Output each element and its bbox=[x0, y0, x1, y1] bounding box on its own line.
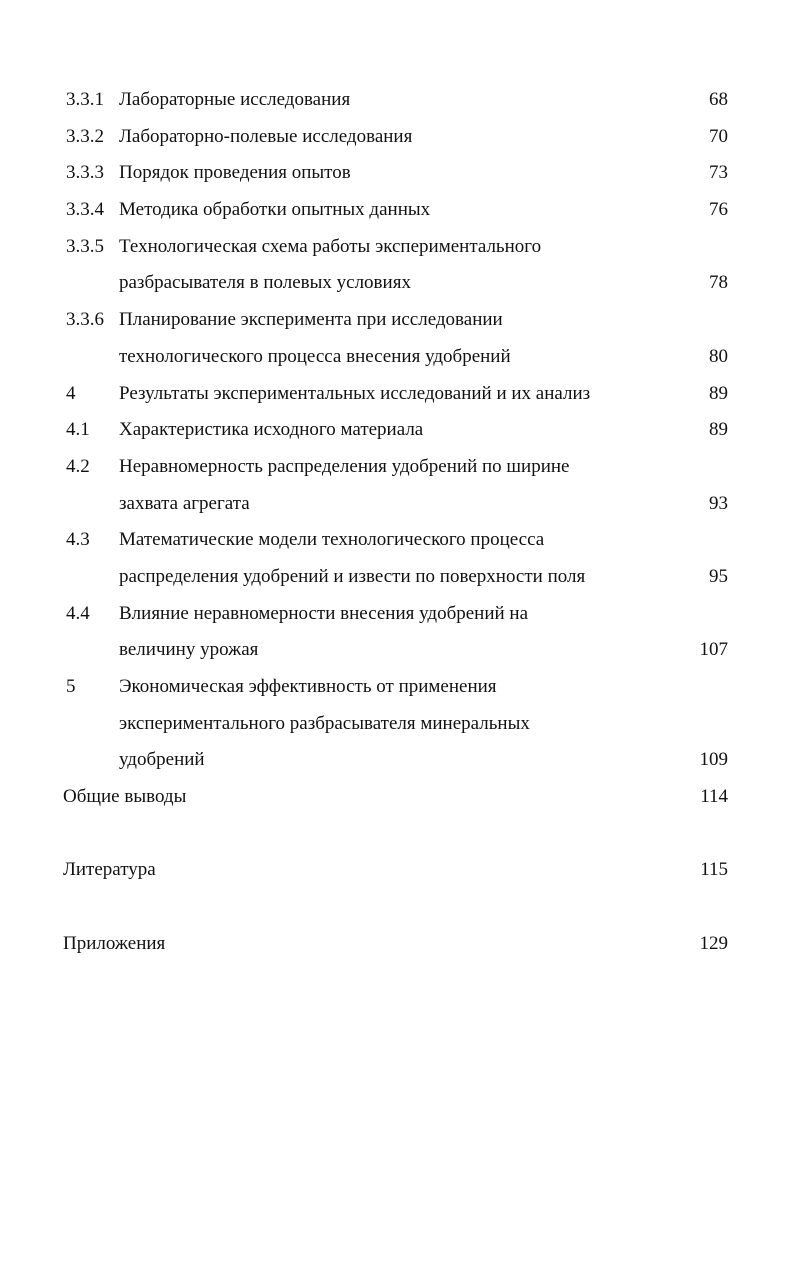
toc-entry-4-2-continuation bbox=[0, 490, 794, 527]
toc-entry-title: Технологическая схема работы экспериментального bbox=[119, 235, 542, 257]
toc-entry-number: 4.1 bbox=[66, 419, 90, 441]
toc-entry-page: 115 bbox=[700, 859, 728, 881]
toc-entry-5-continuation-2 bbox=[0, 746, 794, 783]
toc-entry-title-continuation: разбрасывателя в полевых условиях bbox=[119, 272, 411, 294]
toc-entry-title: Неравномерность распределения удобрений по ширине bbox=[119, 455, 570, 477]
toc-entry-title-continuation: удобрений bbox=[119, 749, 205, 771]
toc-entry-title: Экономическая эффективность от применения bbox=[119, 676, 497, 697]
toc-entry-title: Методика обработки опытных данных bbox=[119, 199, 431, 221]
spacer bbox=[0, 820, 794, 857]
toc-entry-3-3-2 bbox=[0, 123, 794, 160]
toc-entry-page: 78 bbox=[709, 272, 728, 294]
toc-entry-4-4-continuation bbox=[0, 636, 794, 673]
toc-entry-4 bbox=[0, 380, 794, 417]
toc-entry-appendices bbox=[0, 930, 794, 967]
toc-entry-title: Влияние неравномерности внесения удобрений на bbox=[119, 602, 529, 624]
toc-entry-title: Порядок проведения опытов bbox=[119, 162, 351, 184]
toc-entry-3-3-4 bbox=[0, 196, 794, 233]
toc-entry-page: 95 bbox=[709, 565, 728, 587]
toc-entry-page: 114 bbox=[700, 786, 728, 808]
toc-entry-page: 68 bbox=[709, 89, 728, 110]
toc-entry-title: Литература bbox=[63, 859, 156, 881]
toc-entry-number: 4.4 bbox=[66, 602, 90, 624]
toc-entry-3-3-6-continuation bbox=[0, 343, 794, 380]
toc-entry-3-3-1 bbox=[0, 86, 794, 123]
toc-entry-title-continuation: величину урожая bbox=[119, 639, 259, 661]
toc-entry-title: Лабораторные исследования bbox=[119, 89, 351, 110]
toc-entry-page: 107 bbox=[699, 639, 728, 661]
toc-entry-3-3-3 bbox=[0, 159, 794, 196]
toc-entry-3-3-5 bbox=[0, 233, 794, 270]
toc-entry-number: 4 bbox=[66, 382, 76, 404]
toc-entry-number: 4.2 bbox=[66, 455, 90, 477]
toc-entry-number: 3.3.4 bbox=[66, 199, 104, 221]
toc-entry-page: 70 bbox=[709, 125, 728, 147]
toc-entry-title: Математические модели технологического процесса bbox=[119, 529, 545, 551]
toc-entry-number: 3.3.3 bbox=[66, 162, 104, 184]
toc-entry-number: 5 bbox=[66, 676, 76, 697]
toc-entry-number: 4.3 bbox=[66, 529, 90, 551]
toc-entry-number: 3.3.2 bbox=[66, 125, 104, 147]
toc-entry-title-continuation: технологического процесса внесения удобрений bbox=[119, 345, 511, 367]
toc-entry-title-continuation: захвата агрегата bbox=[119, 492, 250, 514]
toc-entry-3-3-6 bbox=[0, 306, 794, 343]
toc-entry-general-conclusions bbox=[0, 783, 794, 820]
toc-entry-number: 3.3.1 bbox=[66, 89, 104, 110]
toc-entry-title: Лабораторно-полевые исследования bbox=[119, 125, 413, 147]
toc-entry-page: 89 bbox=[709, 419, 728, 441]
toc-entry-5 bbox=[0, 673, 794, 710]
toc-entry-number: 3.3.6 bbox=[66, 309, 104, 331]
toc-entry-title: Планирование эксперимента при исследовании bbox=[119, 309, 503, 331]
toc-entry-5-continuation-1 bbox=[0, 710, 794, 747]
toc-entry-title: Приложения bbox=[63, 932, 166, 954]
toc-entry-4-3 bbox=[0, 526, 794, 563]
toc-entry-page: 109 bbox=[699, 749, 728, 771]
toc-entry-number: 3.3.5 bbox=[66, 235, 104, 257]
toc-entry-page: 73 bbox=[709, 162, 728, 184]
table-of-contents bbox=[0, 86, 794, 967]
toc-entry-4-1 bbox=[0, 416, 794, 453]
toc-entry-page: 129 bbox=[699, 932, 728, 954]
spacer bbox=[0, 893, 794, 930]
toc-entry-title: Результаты экспериментальных исследований и их анализ bbox=[119, 382, 591, 404]
toc-entry-page: 93 bbox=[709, 492, 728, 514]
toc-entry-4-3-continuation bbox=[0, 563, 794, 600]
toc-entry-title: Характеристика исходного материала bbox=[119, 419, 424, 441]
toc-entry-title-continuation: экспериментального разбрасывателя минеральных bbox=[119, 712, 530, 734]
toc-entry-4-4 bbox=[0, 600, 794, 637]
toc-entry-3-3-5-continuation bbox=[0, 269, 794, 306]
toc-entry-4-2 bbox=[0, 453, 794, 490]
toc-entry-page: 76 bbox=[709, 199, 728, 221]
toc-entry-title-continuation: распределения удобрений и извести по поверхности поля bbox=[119, 565, 586, 587]
toc-entry-literature bbox=[0, 856, 794, 893]
toc-entry-page: 80 bbox=[709, 345, 728, 367]
toc-entry-page: 89 bbox=[709, 382, 728, 404]
toc-entry-title: Общие выводы bbox=[63, 786, 187, 808]
